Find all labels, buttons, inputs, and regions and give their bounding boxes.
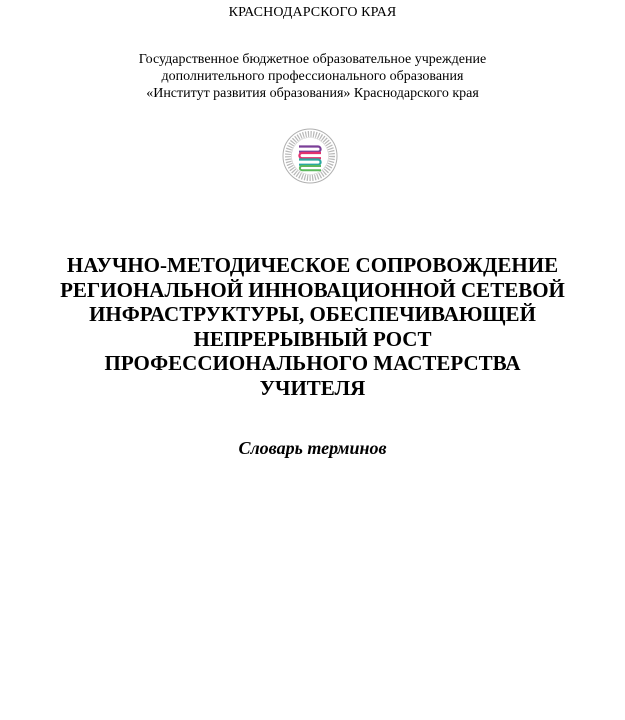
title-line: УЧИТЕЛЯ [259, 375, 366, 400]
books-stack-logo-icon [281, 127, 339, 185]
document-subtitle: Словарь терминов [238, 438, 387, 458]
institution-name-block [0, 51, 625, 102]
header-region-line: КРАСНОДАРСКОГО КРАЯ [228, 5, 397, 20]
title-line: НАУЧНО-МЕТОДИЧЕСКОЕ СОПРОВОЖДЕНИЕ [66, 253, 559, 277]
document-title [0, 253, 625, 400]
title-line: НЕПРЕРЫВНЫЙ РОСТ [193, 326, 432, 351]
institution-line: Государственное бюджетное образовательное учреждение [138, 52, 487, 67]
title-line: ИНФРАСТРУКТУРЫ, ОБЕСПЕЧИВАЮЩЕЙ [89, 302, 536, 326]
title-line: РЕГИОНАЛЬНОЙ ИННОВАЦИОННОЙ СЕТЕВОЙ [60, 277, 565, 302]
title-line: ПРОФЕССИОНАЛЬНОГО МАСТЕРСТВА [104, 351, 521, 375]
institution-line: «Институт развития образования» Краснодарского края [146, 86, 479, 101]
institution-line: дополнительного профессионального образования [161, 69, 464, 84]
